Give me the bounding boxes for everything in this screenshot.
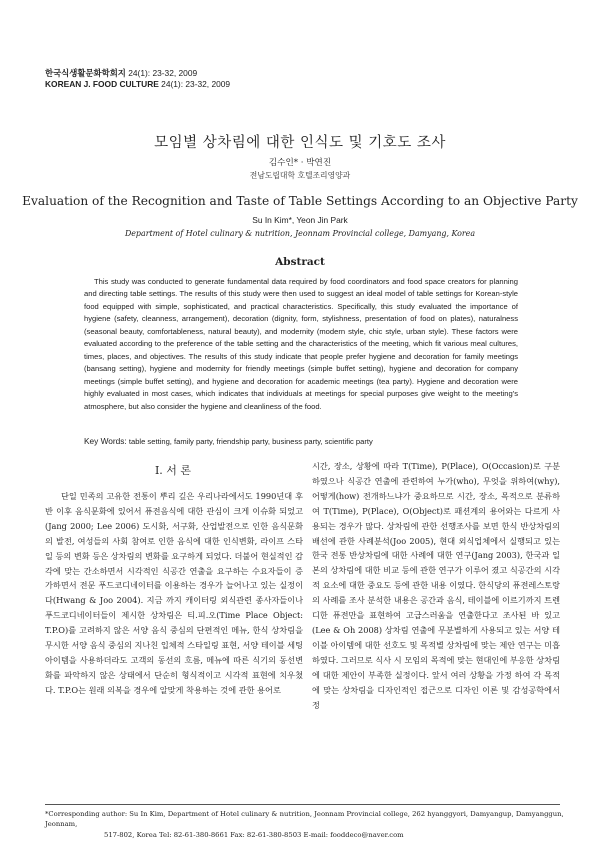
footnote-line-1: *Corresponding author: Su In Kim, Department of Hotel culinary & nutrition, Jeonnam Provincial college, 262 hyanggyori, Damyangup, Damyanggun, Jeonnam, bbox=[45, 810, 564, 829]
body-column-right: 시간, 장소, 상황에 따라 T(Time), P(Place), O(Occasion)로 구분하였으나 식공간 연출에 관련하여 누가(who), 무엇을 위하여(why), 어떻게(how) 전개하느냐가 중요하므로 시간, 장소, 목적으로 분류하여 T(Time), P(Place), O(Object)로 패션계의 용어와는 다르게 사용되는 경우가 많다. 상차림에 관한 선행조사를 보면 한식 반상차림의 배선에 관한 사례분석(Joo 2005), 현대 외식업체에서 실행되고 있는 한국 전통 반상차림에 대한 사례에 대한 연구(Jang 2003), 한국과 일본의 상차림에 대한 비교 등에 관한 연구가 이루어 졌고 식공간의 시각적 요소에 대한 중요도 등에 관한 내용 이였다. 한식당의 퓨전레스토랑의 사례를 조사 분석한 내용은 공간과 음식, 테이블에 이르기까지 트렌디한 퓨전만을 표현하여 고급스러움을 연출한다고 조사된 바 있고(Lee & Oh 2008) 상차림 연출에 무분별하게 사용되고 있는 서양 테이블 아이템에 대한 선호도 및 목적별 상차림에 맞는 제안 연구는 미흡하였다. 그러므로 식사 시 모임의 목적에 맞는 현대인에 부응한 상차림에 대한 제안이 부족한 실정이다. 앞서 여러 상황을 가정 하여 각 목적에 맞는 상차림을 디자인적인 접근으로 디자인 이론 및 감성공학에서 정 bbox=[312, 461, 560, 710]
footnote-divider bbox=[45, 804, 560, 805]
journal-name-en: KOREAN J. FOOD CULTURE bbox=[45, 79, 159, 89]
footnote bbox=[45, 809, 565, 840]
abstract-body: This study was conducted to generate fundamental data required by food coordinators and food space creators for planning and directing table settings. The results of this study were then used to suggest an ideal model of table settings for Korean-style food equipped with simple, sophisticated, and practical characteristics. Specifically, this study evaluated the importance of hygiene (safety, cleanness, arrangement), decoration (dignity, form, stylishness, presentation of food on plates), naturalness (seasonal beauty, comfortableness, natural beauty), and modernity (modern style, chic style, urban style). These factors were evaluated according to the preference of the table setting and the characteristics of the meeting, which fit various meal cultures, times, places, and objectives. The results of this study indicate that people prefer hygiene and decoration for family meetings (bansang setting), hygiene and modernity for friendly meetings (simple buffet setting), hygiene and decoration for company meetings (simple buffet setting), and hygiene and decoration for academic meetings (tea party). Hygiene and decoration were highly evaluated in most cases, which indicates that individuals at meetings for special purposes give weight to the meeting's atmosphere, but also consider the hygiene and cleanliness of the food. bbox=[84, 277, 518, 411]
keywords bbox=[84, 436, 524, 446]
abstract-heading: Abstract bbox=[275, 256, 325, 268]
journal-ref-ko: 24(1): 23-32, 2009 bbox=[128, 68, 198, 78]
affiliation-korean: 전남도립대학 호텔조리영양과 bbox=[249, 171, 351, 180]
journal-line-en bbox=[45, 79, 230, 90]
keywords-label: Key Words: bbox=[84, 436, 127, 446]
body-column-left: 단일 민족의 고유한 전통이 뿌리 깊은 우리나라에서도 1990년대 후반 이후 음식문화에 있어서 퓨전음식에 대한 관심이 크게 이슈화 되었고(Jang 2000; Lee 2006) 도시화, 서구화, 산업발전으로 인한 음식문화의 발전, 여성들의 사회 참여로 인한 음식에 대한 인식변화, 라이프 스타일 등의 변화 등은 상차림의 변화를 요구하게 되었다. 더불어 현실적인 감각에 맞는 간소하면서 시각적인 식공간 연출을 요구하는 수요자들이 증가하면서 전문 푸드코디네이터를 이용하는 경우가 늘어나고 있는 실정이다(Hwang & Joo 2004). 지금 까지 캐이터링 외식관련 종사자들이나 푸드코디네이터들이 제시한 상차림은 티.피.오(Time Place Object: T.P.O)를 고려하지 않은 서양 음식 중심의 단편적인 메뉴, 한식 상차림을 무시한 서양 음식 중심의 지나친 입체적 스타일링 표현, 서양 테이블 세팅 아이템을 사용하더라도 고객의 동선의 흐름, 메뉴에 따른 식기의 동선변화를 파악하지 않은 상태에서 단순히 형식적이고 시각적 표현에 치우쳤다. T.P.O는 원래 의복을 경우에 알맞게 착용하는 것에 관한 용어로 bbox=[45, 491, 303, 695]
affiliation-english: Department of Hotel culinary & nutrition, Jeonnam Provincial college, Damyang, Korea bbox=[124, 229, 476, 238]
keywords-text: table setting, family party, friendship party, business party, scientific party bbox=[128, 437, 373, 446]
journal-name-ko: 한국식생활문화학회지 bbox=[45, 68, 126, 78]
authors-korean: 김수인* · 박연진 bbox=[268, 158, 332, 168]
authors-english: Su In Kim*, Yeon Jin Park bbox=[252, 215, 348, 225]
section-heading-introduction: Ⅰ. 서 론 bbox=[154, 464, 192, 477]
footnote-line-2: 517-802, Korea Tel: 82-61-380-8661 Fax: 82-61-380-8503 E-mail: fooddeco@naver.com bbox=[104, 830, 404, 839]
journal-header bbox=[45, 68, 230, 90]
journal-ref-en: 24(1): 23-32, 2009 bbox=[161, 79, 231, 89]
title-korean: 모임별 상차림에 대한 인식도 및 기호도 조사 bbox=[154, 135, 446, 151]
title-english: Evaluation of the Recognition and Taste of Table Settings According to an Objective Party bbox=[22, 194, 578, 208]
journal-line-ko bbox=[45, 68, 230, 79]
